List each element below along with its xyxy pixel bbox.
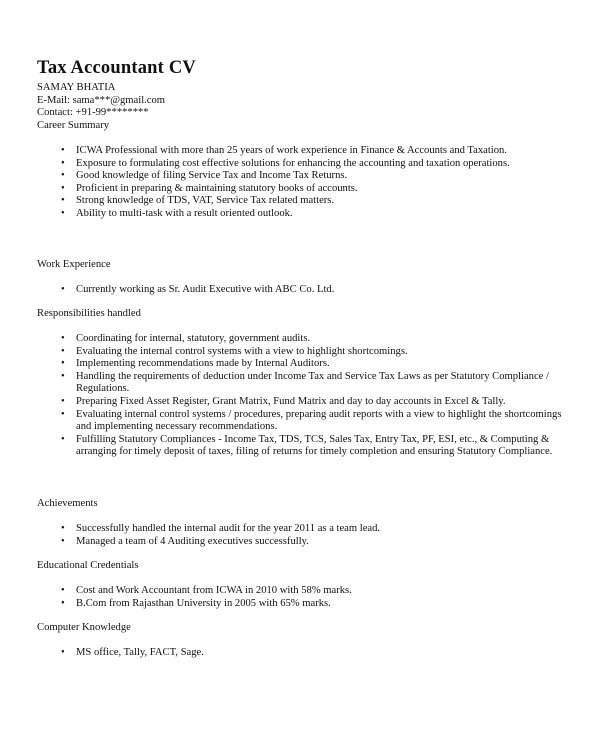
bullet-icon: • (61, 182, 65, 194)
bullet-icon: • (61, 358, 65, 370)
achievements-list (0, 523, 562, 548)
list-item (0, 195, 562, 208)
bullet-icon: • (61, 370, 65, 382)
contact-block (37, 82, 165, 120)
career-summary-list (0, 145, 562, 221)
section-heading-education: Educational Credentials (37, 560, 139, 571)
phone-line: Contact: +91-99******** (37, 107, 149, 119)
bullet-icon: • (61, 345, 65, 357)
bullet-icon: • (61, 333, 65, 344)
bullet-icon: • (61, 170, 65, 182)
list-item-text: Handling the requirements of deduction under Income Tax and Service Tax Laws as per Statutory Compliance / Regulations. (76, 370, 549, 395)
list-item-text: Exposure to formulating cost effective solutions for enhancing the accounting and taxation operations. (76, 157, 510, 169)
list-item (0, 284, 562, 297)
section-heading-achievements: Achievements (37, 498, 98, 509)
list-item-text: Ability to multi-task with a result oriented outlook. (76, 207, 293, 219)
list-item (0, 371, 562, 396)
bullet-icon: • (61, 195, 65, 207)
bullet-icon: • (61, 157, 65, 169)
list-item (0, 158, 562, 171)
list-item (0, 170, 562, 183)
responsibilities-list (0, 333, 562, 459)
work-experience-list (0, 284, 562, 297)
list-item-text: Successfully handled the internal audit for the year 2011 as a team lead. (76, 523, 381, 534)
list-item (0, 409, 562, 434)
list-item-text: Good knowledge of filing Service Tax and Income Tax Returns. (76, 170, 348, 182)
document-title: Tax Accountant CV (37, 58, 196, 78)
list-item (0, 333, 562, 346)
bullet-icon: • (61, 585, 65, 596)
section-heading-responsibilities: Responsibilities handled (37, 308, 141, 319)
list-item-text: Evaluating internal control systems / procedures, preparing audit reports with a view to highlight the shortcomings and implementing necessary recommendations. (76, 408, 562, 433)
email-line: E-Mail: sama***@gmail.com (37, 94, 166, 106)
list-item-text: Proficient in preparing & maintaining statutory books of accounts. (76, 182, 358, 194)
candidate-name: SAMAY BHATIA (37, 82, 116, 93)
bullet-icon: • (61, 647, 65, 658)
list-item (0, 536, 562, 549)
list-item-text: Fulfilling Statutory Compliances - Income Tax, TDS, TCS, Sales Tax, Entry Tax, PF, ESI, etc., & Computing & arranging for timely deposit of taxes, filing of returns for timely completion and ensuring Statutory Compliance. (76, 433, 553, 458)
education-list (0, 585, 562, 610)
list-item-text: Evaluating the internal control systems with a view to highlight shortcomings. (76, 345, 408, 357)
bullet-icon: • (61, 395, 65, 407)
list-item (0, 183, 562, 196)
section-heading-computer-knowledge: Computer Knowledge (37, 622, 131, 633)
list-item (0, 346, 562, 359)
list-item (0, 208, 562, 221)
bullet-icon: • (61, 597, 65, 609)
list-item-text: Implementing recommendations made by Internal Auditors. (76, 358, 330, 370)
list-item-text: ICWA Professional with more than 25 years of work experience in Finance & Accounts and Taxation. (76, 145, 507, 156)
list-item (0, 145, 562, 158)
bullet-icon: • (61, 284, 65, 295)
section-heading-career-summary: Career Summary (37, 120, 110, 131)
bullet-icon: • (61, 433, 65, 445)
bullet-icon: • (61, 408, 65, 420)
bullet-icon: • (61, 535, 65, 547)
list-item (0, 598, 562, 611)
list-item (0, 523, 562, 536)
list-item (0, 396, 562, 409)
list-item-text: Strong knowledge of TDS, VAT, Service Tax related matters. (76, 195, 335, 207)
list-item-text: Preparing Fixed Asset Register, Grant Matrix, Fund Matrix and day to day accounts in Excel & Tally. (76, 395, 506, 407)
bullet-icon: • (61, 523, 65, 534)
list-item (0, 434, 562, 459)
list-item-text: Currently working as Sr. Audit Executive with ABC Co. Ltd. (76, 284, 335, 295)
list-item-text: Managed a team of 4 Auditing executives successfully. (76, 535, 309, 547)
list-item (0, 585, 562, 598)
bullet-icon: • (61, 145, 65, 156)
list-item (0, 358, 562, 371)
list-item-text: Coordinating for internal, statutory, government audits. (76, 333, 311, 344)
list-item (0, 647, 562, 660)
computer-knowledge-list (0, 647, 562, 660)
list-item-text: Cost and Work Accountant from ICWA in 2010 with 58% marks. (76, 585, 352, 596)
section-heading-work-experience: Work Experience (37, 259, 111, 270)
list-item-text: B.Com from Rajasthan University in 2005 with 65% marks. (76, 597, 331, 609)
list-item-text: MS office, Tally, FACT, Sage. (76, 647, 204, 658)
bullet-icon: • (61, 207, 65, 219)
